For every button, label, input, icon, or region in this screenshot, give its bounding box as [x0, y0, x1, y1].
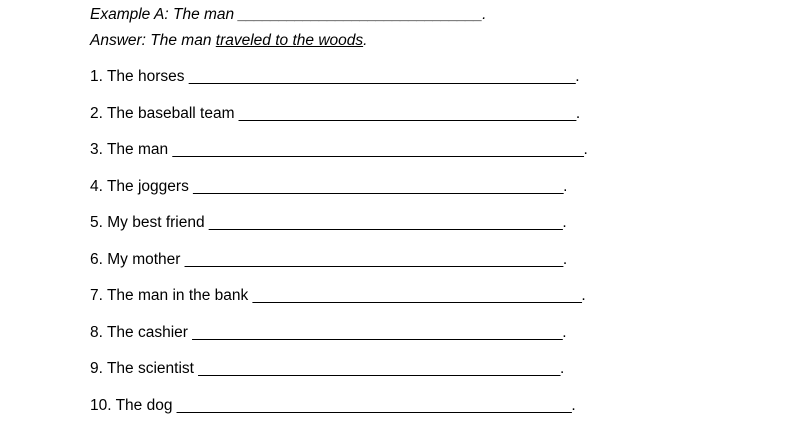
item-number: 10.: [90, 396, 112, 414]
item-blank[interactable]: ________________________________________________: [176, 396, 572, 414]
item-label: The man in the bank: [106, 287, 253, 304]
item-period: .: [563, 177, 568, 195]
item-number: 6.: [90, 250, 103, 268]
item-blank[interactable]: _____________________________________________: [192, 323, 563, 341]
example-prompt-line: [90, 2, 776, 28]
item-blank[interactable]: _______________________________________________: [188, 68, 576, 85]
item-blank[interactable]: ___________________________________________: [208, 214, 563, 231]
item-label: The horses: [106, 68, 189, 85]
item-label: The baseball team: [106, 104, 239, 122]
item-period: .: [559, 360, 565, 377]
item-number: 3.: [90, 141, 103, 158]
item-period: .: [562, 250, 568, 268]
item-period: .: [575, 104, 581, 122]
example-answer-period: .: [363, 32, 368, 49]
list-item: [90, 67, 776, 86]
item-blank[interactable]: ________________________________________: [252, 287, 582, 304]
item-number: 2.: [90, 104, 103, 122]
example-prompt-label: Example A: The man: [90, 6, 239, 23]
exercise-list: [90, 67, 776, 415]
example-prompt-period: .: [482, 6, 487, 23]
example-prompt-blank: ______________________________: [238, 6, 483, 23]
example-answer-label: Answer: The man: [90, 32, 216, 49]
item-label: The dog: [115, 396, 177, 414]
list-item: [90, 213, 776, 232]
item-blank[interactable]: ______________________________________________: [184, 250, 563, 268]
item-label: The joggers: [106, 177, 194, 195]
item-period: .: [571, 396, 576, 414]
item-label: The scientist: [106, 360, 199, 377]
list-item: [90, 323, 776, 342]
item-label: The man: [106, 141, 173, 158]
item-label: The cashier: [106, 323, 193, 341]
list-item: [90, 104, 776, 123]
item-blank[interactable]: _____________________________________________: [193, 177, 564, 195]
item-blank[interactable]: _________________________________________: [238, 104, 576, 122]
example-answer-text: traveled to the woods: [215, 32, 364, 49]
list-item: [90, 359, 776, 378]
example-block: [90, 0, 776, 54]
item-label: My mother: [107, 250, 185, 268]
item-number: 5.: [90, 214, 103, 231]
item-number: 9.: [90, 360, 103, 377]
list-item: [90, 396, 776, 415]
item-period: .: [562, 323, 567, 341]
item-number: 7.: [90, 287, 103, 304]
list-item: [90, 140, 776, 159]
item-label: My best friend: [107, 214, 209, 231]
list-item: [90, 286, 776, 305]
example-answer-line: [90, 28, 776, 54]
item-period: .: [575, 68, 580, 85]
item-number: 1.: [90, 68, 103, 85]
item-period: .: [562, 214, 567, 231]
item-period: .: [581, 287, 586, 304]
list-item: [90, 177, 776, 196]
list-item: [90, 250, 776, 269]
item-period: .: [583, 141, 588, 158]
item-number: 4.: [90, 177, 103, 195]
item-number: 8.: [90, 323, 103, 341]
item-blank[interactable]: __________________________________________________: [172, 141, 584, 158]
item-blank[interactable]: ____________________________________________: [198, 360, 560, 377]
